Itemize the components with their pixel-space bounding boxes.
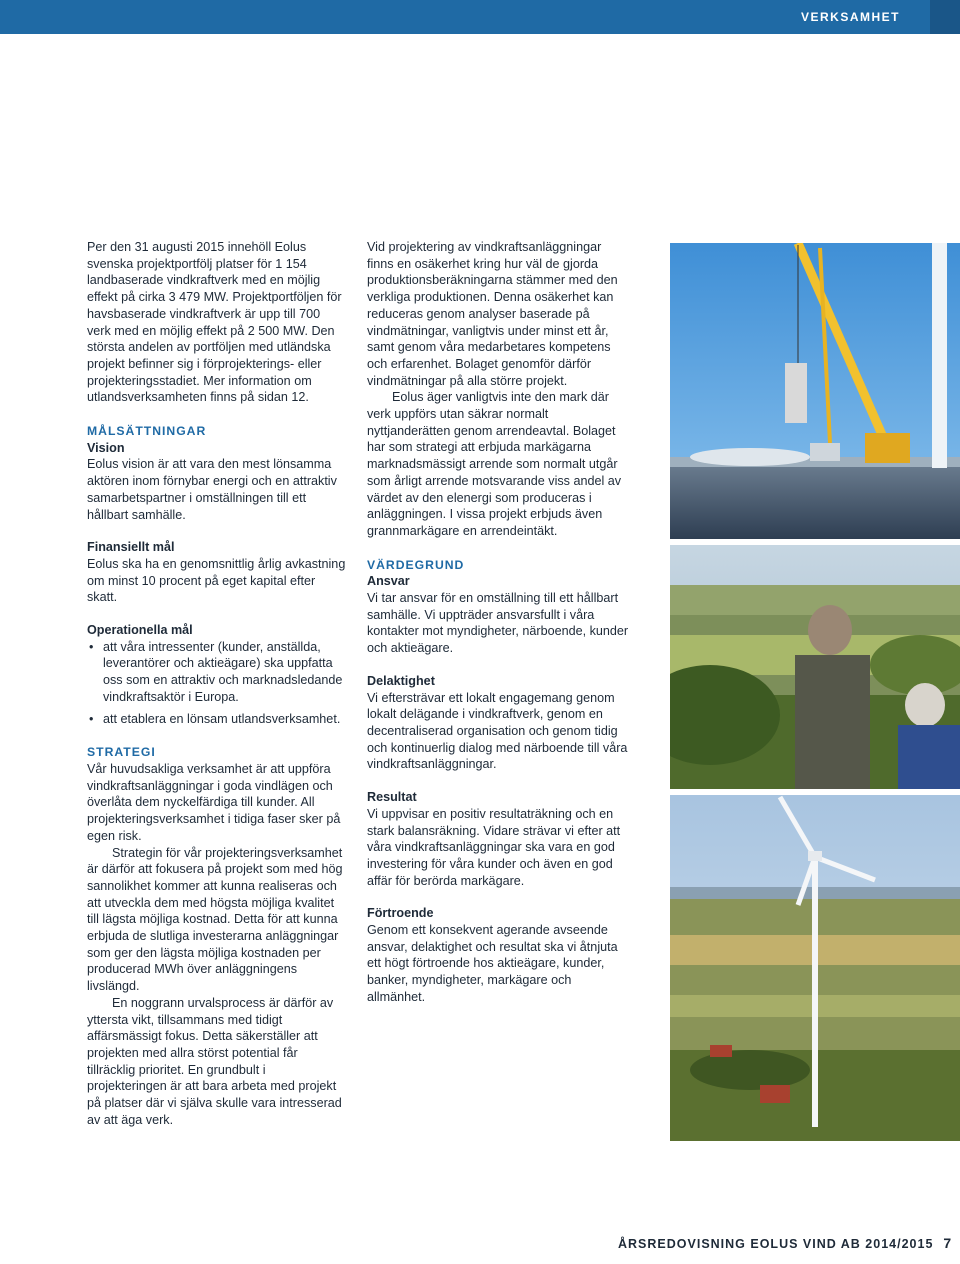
page-number: 7 <box>943 1235 953 1251</box>
photo-construction-crane <box>670 243 960 539</box>
vardegrund-heading: VÄRDEGRUND <box>367 557 465 572</box>
strategi-paragraph-3: En noggrann urvalsprocess är därför av yttersta vikt, tillsammans med tidigt affärsmässigt fokus. Detta säkerställer att projekten med allra störst potential får tillräcklig prioritet. En grundbult i projekteringen är att bara arbeta med projekt på platser där vi själva skulle vara intresserad av att äga verk. <box>87 995 342 1127</box>
header-corner-block <box>930 0 960 34</box>
strategi-paragraph-2: Strategin för vår projekteringsverksamhet är därför att fokusera på projekt som med hög sannolikhet kommer att kunna realiseras och att utveckla dem med högsta möjliga kvalitet till lägsta möjliga kostnad. Detta för att kunna erbjuda de slutliga investerarna anläggningar som ger den lägsta möjliga kostnaden per producerad MWh över anläggningens livslängd. <box>87 845 343 994</box>
bullet-item: • att etablera en lönsam utlandsverksamhet. <box>87 711 346 728</box>
photo-people-landscape <box>670 545 960 789</box>
operationella-list <box>87 639 346 728</box>
resultat-text: Vi uppvisar en positiv resultaträkning och en stark balansräkning. Vidare strävar vi efter att våra vindkraftsanläggningar ska vara en god investering för våra kunder och även en god affär för berörda markägare. <box>367 806 621 888</box>
intro-paragraph: Per den 31 augusti 2015 innehöll Eolus svenska projektportfölj platser för 1 154 landbaserade vindkraftverk med en möjlig effekt på cirka 3 479 MW. Projektportföljen för havsbaserade vindkraftverk är upp till 700 verk med en möjlig effekt på 2 500 MW. Den största andelen av portföljen med utländska projekt befinner sig i förprojekterings- eller projekteringsstadiet. Mer information om utlandsverksamheten finns på sidan 12. <box>87 240 342 405</box>
vision-title: Vision <box>87 440 125 455</box>
strategi-heading: STRATEGI <box>87 745 156 760</box>
fortroende-title: Förtroende <box>367 906 434 921</box>
strategi-paragraph-1: Vår huvudsakliga verksamhet är att uppföra vindkraftsanläggningar i goda vindlägen och överlåta dem nyckelfärdiga till kunder. All projekteringsverksamhet i tidiga faser sker på egen risk. <box>87 761 341 843</box>
bullet-item: • att våra intressenter (kunder, anställda, leverantörer och aktieägare) ska uppfatta oss som en attraktiv och marknadsledande vindkraftsaktör i Europa. <box>87 639 346 706</box>
malsattningar-heading: MÅLSÄTTNINGAR <box>87 424 207 439</box>
page-footer <box>618 1235 952 1251</box>
resultat-title: Resultat <box>367 790 417 805</box>
header-bar <box>0 0 960 34</box>
footer-label: ÅRSREDOVISNING EOLUS VIND AB 2014/2015 <box>618 1237 934 1251</box>
vision-text: Eolus vision är att vara den mest lönsamma aktören inom förnybar energi och en attraktiv samarbetspartner i omställningen till ett hållbart samhälle. <box>87 457 337 522</box>
photo-wind-turbine <box>670 795 960 1141</box>
right-column <box>367 239 629 1006</box>
finansiellt-title: Finansiellt mål <box>87 540 175 555</box>
projektering-paragraph: Vid projektering av vindkraftsanläggningar finns en osäkerhet kring hur väl de gjorda produktionsberäkningarna stämmer med den verkliga produktionen. Denna osäkerhet kan reduceras genom analyser baserade på vindmätningar, vanligtvis under minst ett år, samt genom våra medarbetares kompetens och erfarenhet. Bolaget genomför därför vindmätningar på alla större projekt. <box>367 240 618 388</box>
arrende-paragraph: Eolus äger vanligtvis inte den mark där verk uppförs utan säkrar normalt nyttjanderätten genom arrendeavtal. Bolaget har som strategi att erbjuda markägarna marknadsmässigt arrende som normalt utgår som årligt arrende motsvarande viss andel av värdet av den elenergi som produceras i anläggningen. I vissa projekt erbjuds även grannmarkägare en arrendeintäkt. <box>367 390 622 538</box>
ansvar-text: Vi tar ansvar för en omställning till ett hållbart samhälle. Vi uppträder ansvarsfullt i våra kontakter mot myndigheter, närboende, kunder och aktieägare. <box>367 591 629 656</box>
finansiellt-text: Eolus ska ha en genomsnittlig årlig avkastning om minst 10 procent på eget kapital efter skatt. <box>87 556 346 605</box>
section-title: VERKSAMHET <box>800 10 900 24</box>
delaktighet-title: Delaktighet <box>367 673 435 688</box>
ansvar-title: Ansvar <box>367 574 410 589</box>
fortroende-text: Genom ett konsekvent agerande avseende ansvar, delaktighet och resultat ska vi åtnjuta ett högt förtroende hos aktieägare, kunder, banker, myndigheter, markägare och allmänhet. <box>367 923 618 1004</box>
left-column <box>87 239 346 1128</box>
operationella-title: Operationella mål <box>87 623 193 638</box>
delaktighet-text: Vi eftersträvar ett lokalt engagemang genom lokalt delägande i vindkraftverk, genom en decentraliserad organisation och genom tidig och kontinuerlig dialog med närboende till våra vindkraftsanläggningar. <box>367 690 628 772</box>
